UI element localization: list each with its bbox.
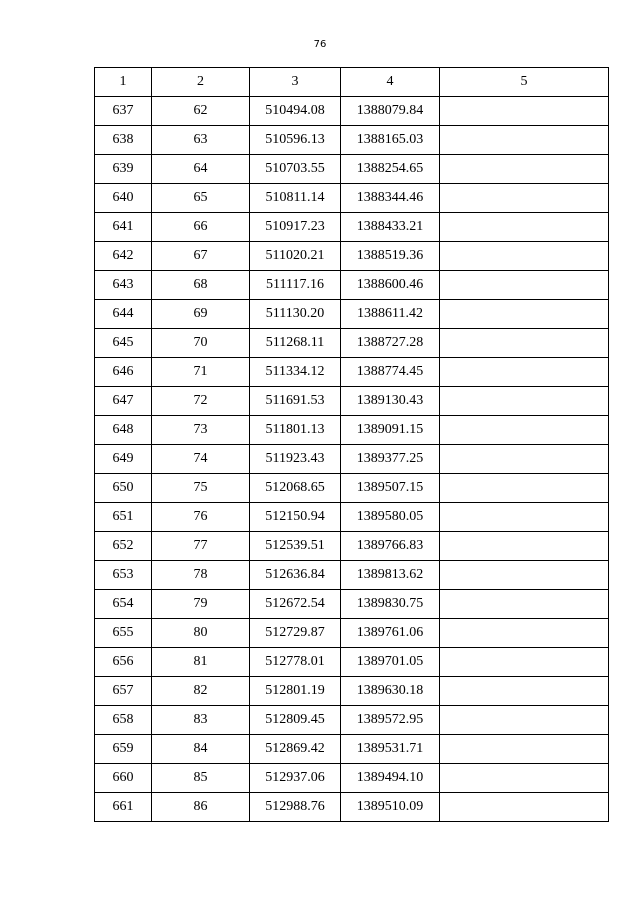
table-cell-col-1: 645 — [95, 329, 152, 358]
table-cell-col-2: 86 — [152, 793, 250, 822]
table-cell-col-5 — [440, 387, 609, 416]
table-cell-col-4: 1389572.95 — [341, 706, 440, 735]
table-cell-col-4: 1388254.65 — [341, 155, 440, 184]
table-cell-col-5 — [440, 271, 609, 300]
table-cell-col-1: 649 — [95, 445, 152, 474]
table-cell-col-2: 83 — [152, 706, 250, 735]
table-cell-col-2: 76 — [152, 503, 250, 532]
table-cell-col-1: 643 — [95, 271, 152, 300]
table-cell-col-5 — [440, 416, 609, 445]
table-cell-col-1: 655 — [95, 619, 152, 648]
table-row — [95, 97, 609, 126]
column-header-4: 4 — [341, 68, 440, 97]
table-body — [95, 97, 609, 822]
table-cell-col-1: 661 — [95, 793, 152, 822]
table-row — [95, 271, 609, 300]
table-cell-col-5 — [440, 358, 609, 387]
table-row — [95, 532, 609, 561]
table-cell-col-2: 70 — [152, 329, 250, 358]
table-cell-col-3: 511268.11 — [250, 329, 341, 358]
table-row — [95, 503, 609, 532]
table-cell-col-3: 512150.94 — [250, 503, 341, 532]
table-cell-col-4: 1389580.05 — [341, 503, 440, 532]
table-cell-col-3: 512988.76 — [250, 793, 341, 822]
table-cell-col-1: 639 — [95, 155, 152, 184]
table-cell-col-2: 72 — [152, 387, 250, 416]
table-cell-col-3: 510596.13 — [250, 126, 341, 155]
column-header-3: 3 — [250, 68, 341, 97]
table-cell-col-4: 1388165.03 — [341, 126, 440, 155]
table-row — [95, 677, 609, 706]
table-cell-col-3: 512869.42 — [250, 735, 341, 764]
table-cell-col-2: 62 — [152, 97, 250, 126]
table-row — [95, 445, 609, 474]
table-cell-col-3: 511691.53 — [250, 387, 341, 416]
table-cell-col-5 — [440, 126, 609, 155]
table-cell-col-4: 1389830.75 — [341, 590, 440, 619]
table-cell-col-1: 648 — [95, 416, 152, 445]
table-cell-col-3: 512778.01 — [250, 648, 341, 677]
table-cell-col-4: 1388727.28 — [341, 329, 440, 358]
table-cell-col-5 — [440, 97, 609, 126]
table-row — [95, 126, 609, 155]
table-cell-col-4: 1388519.36 — [341, 242, 440, 271]
table-cell-col-4: 1388600.46 — [341, 271, 440, 300]
table-cell-col-4: 1389510.09 — [341, 793, 440, 822]
table-cell-col-4: 1389377.25 — [341, 445, 440, 474]
table-cell-col-4: 1389531.71 — [341, 735, 440, 764]
table-cell-col-2: 82 — [152, 677, 250, 706]
column-header-5: 5 — [440, 68, 609, 97]
table-cell-col-4: 1388079.84 — [341, 97, 440, 126]
table-cell-col-1: 656 — [95, 648, 152, 677]
table-row — [95, 213, 609, 242]
table-cell-col-5 — [440, 474, 609, 503]
table-row — [95, 184, 609, 213]
table-cell-col-3: 512672.54 — [250, 590, 341, 619]
page-number: 76 — [313, 39, 327, 50]
table-cell-col-3: 512539.51 — [250, 532, 341, 561]
table-cell-col-2: 67 — [152, 242, 250, 271]
table-cell-col-2: 80 — [152, 619, 250, 648]
table-cell-col-3: 512801.19 — [250, 677, 341, 706]
table-cell-col-5 — [440, 213, 609, 242]
header-row — [95, 68, 609, 97]
column-header-1: 1 — [95, 68, 152, 97]
table-cell-col-1: 638 — [95, 126, 152, 155]
table-cell-col-5 — [440, 329, 609, 358]
table-cell-col-1: 658 — [95, 706, 152, 735]
table-cell-col-1: 654 — [95, 590, 152, 619]
table-cell-col-3: 511020.21 — [250, 242, 341, 271]
table-cell-col-4: 1389761.06 — [341, 619, 440, 648]
table-row — [95, 793, 609, 822]
table-cell-col-1: 637 — [95, 97, 152, 126]
table-cell-col-5 — [440, 677, 609, 706]
table-row — [95, 735, 609, 764]
table-cell-col-2: 69 — [152, 300, 250, 329]
table-cell-col-2: 75 — [152, 474, 250, 503]
table-cell-col-5 — [440, 735, 609, 764]
table-cell-col-5 — [440, 561, 609, 590]
table-cell-col-3: 512068.65 — [250, 474, 341, 503]
table-cell-col-2: 66 — [152, 213, 250, 242]
table-cell-col-3: 510703.55 — [250, 155, 341, 184]
table-row — [95, 416, 609, 445]
table-cell-col-2: 63 — [152, 126, 250, 155]
table-cell-col-4: 1388344.46 — [341, 184, 440, 213]
table-row — [95, 387, 609, 416]
table-cell-col-3: 511334.12 — [250, 358, 341, 387]
table-cell-col-4: 1388774.45 — [341, 358, 440, 387]
table-cell-col-4: 1389494.10 — [341, 764, 440, 793]
table-row — [95, 561, 609, 590]
table-row — [95, 300, 609, 329]
table-cell-col-5 — [440, 793, 609, 822]
table-cell-col-5 — [440, 242, 609, 271]
table-cell-col-1: 652 — [95, 532, 152, 561]
table-header — [95, 68, 609, 97]
table-cell-col-3: 510494.08 — [250, 97, 341, 126]
table-row — [95, 590, 609, 619]
table-cell-col-4: 1389766.83 — [341, 532, 440, 561]
table-cell-col-1: 647 — [95, 387, 152, 416]
table-cell-col-2: 78 — [152, 561, 250, 590]
table-cell-col-2: 71 — [152, 358, 250, 387]
table-cell-col-1: 650 — [95, 474, 152, 503]
table-row — [95, 619, 609, 648]
table-cell-col-5 — [440, 764, 609, 793]
table-row — [95, 706, 609, 735]
table-cell-col-1: 651 — [95, 503, 152, 532]
table-cell-col-2: 74 — [152, 445, 250, 474]
table-cell-col-2: 85 — [152, 764, 250, 793]
table-cell-col-3: 510811.14 — [250, 184, 341, 213]
table-cell-col-1: 657 — [95, 677, 152, 706]
table-cell-col-3: 512729.87 — [250, 619, 341, 648]
table-cell-col-1: 641 — [95, 213, 152, 242]
table-row — [95, 764, 609, 793]
table-cell-col-2: 84 — [152, 735, 250, 764]
column-header-2: 2 — [152, 68, 250, 97]
table-cell-col-2: 73 — [152, 416, 250, 445]
table-row — [95, 329, 609, 358]
table-cell-col-5 — [440, 300, 609, 329]
table-row — [95, 474, 609, 503]
table-cell-col-4: 1389091.15 — [341, 416, 440, 445]
table-cell-col-4: 1389130.43 — [341, 387, 440, 416]
table-cell-col-3: 512937.06 — [250, 764, 341, 793]
table-cell-col-1: 646 — [95, 358, 152, 387]
table-row — [95, 358, 609, 387]
table-cell-col-4: 1388433.21 — [341, 213, 440, 242]
table-cell-col-4: 1389813.62 — [341, 561, 440, 590]
table-row — [95, 648, 609, 677]
table-cell-col-3: 511117.16 — [250, 271, 341, 300]
table-cell-col-2: 65 — [152, 184, 250, 213]
table-cell-col-1: 659 — [95, 735, 152, 764]
table-cell-col-5 — [440, 706, 609, 735]
coordinates-table — [94, 67, 609, 822]
table-cell-col-4: 1389630.18 — [341, 677, 440, 706]
table-cell-col-3: 512636.84 — [250, 561, 341, 590]
table-cell-col-3: 511130.20 — [250, 300, 341, 329]
table-cell-col-5 — [440, 619, 609, 648]
table-cell-col-1: 644 — [95, 300, 152, 329]
table-cell-col-2: 64 — [152, 155, 250, 184]
table-row — [95, 242, 609, 271]
table-row — [95, 155, 609, 184]
table-cell-col-2: 68 — [152, 271, 250, 300]
table-cell-col-3: 511801.13 — [250, 416, 341, 445]
table-cell-col-1: 653 — [95, 561, 152, 590]
table-cell-col-2: 81 — [152, 648, 250, 677]
table-cell-col-3: 511923.43 — [250, 445, 341, 474]
table-cell-col-5 — [440, 503, 609, 532]
table-cell-col-5 — [440, 532, 609, 561]
table-cell-col-3: 512809.45 — [250, 706, 341, 735]
table-cell-col-3: 510917.23 — [250, 213, 341, 242]
table-cell-col-5 — [440, 590, 609, 619]
table-cell-col-5 — [440, 648, 609, 677]
table-cell-col-1: 640 — [95, 184, 152, 213]
table-cell-col-4: 1389701.05 — [341, 648, 440, 677]
table-cell-col-5 — [440, 445, 609, 474]
table-cell-col-1: 642 — [95, 242, 152, 271]
table-cell-col-1: 660 — [95, 764, 152, 793]
table-cell-col-5 — [440, 184, 609, 213]
table-cell-col-4: 1389507.15 — [341, 474, 440, 503]
table-cell-col-2: 77 — [152, 532, 250, 561]
table-cell-col-2: 79 — [152, 590, 250, 619]
table-cell-col-5 — [440, 155, 609, 184]
table-cell-col-4: 1388611.42 — [341, 300, 440, 329]
